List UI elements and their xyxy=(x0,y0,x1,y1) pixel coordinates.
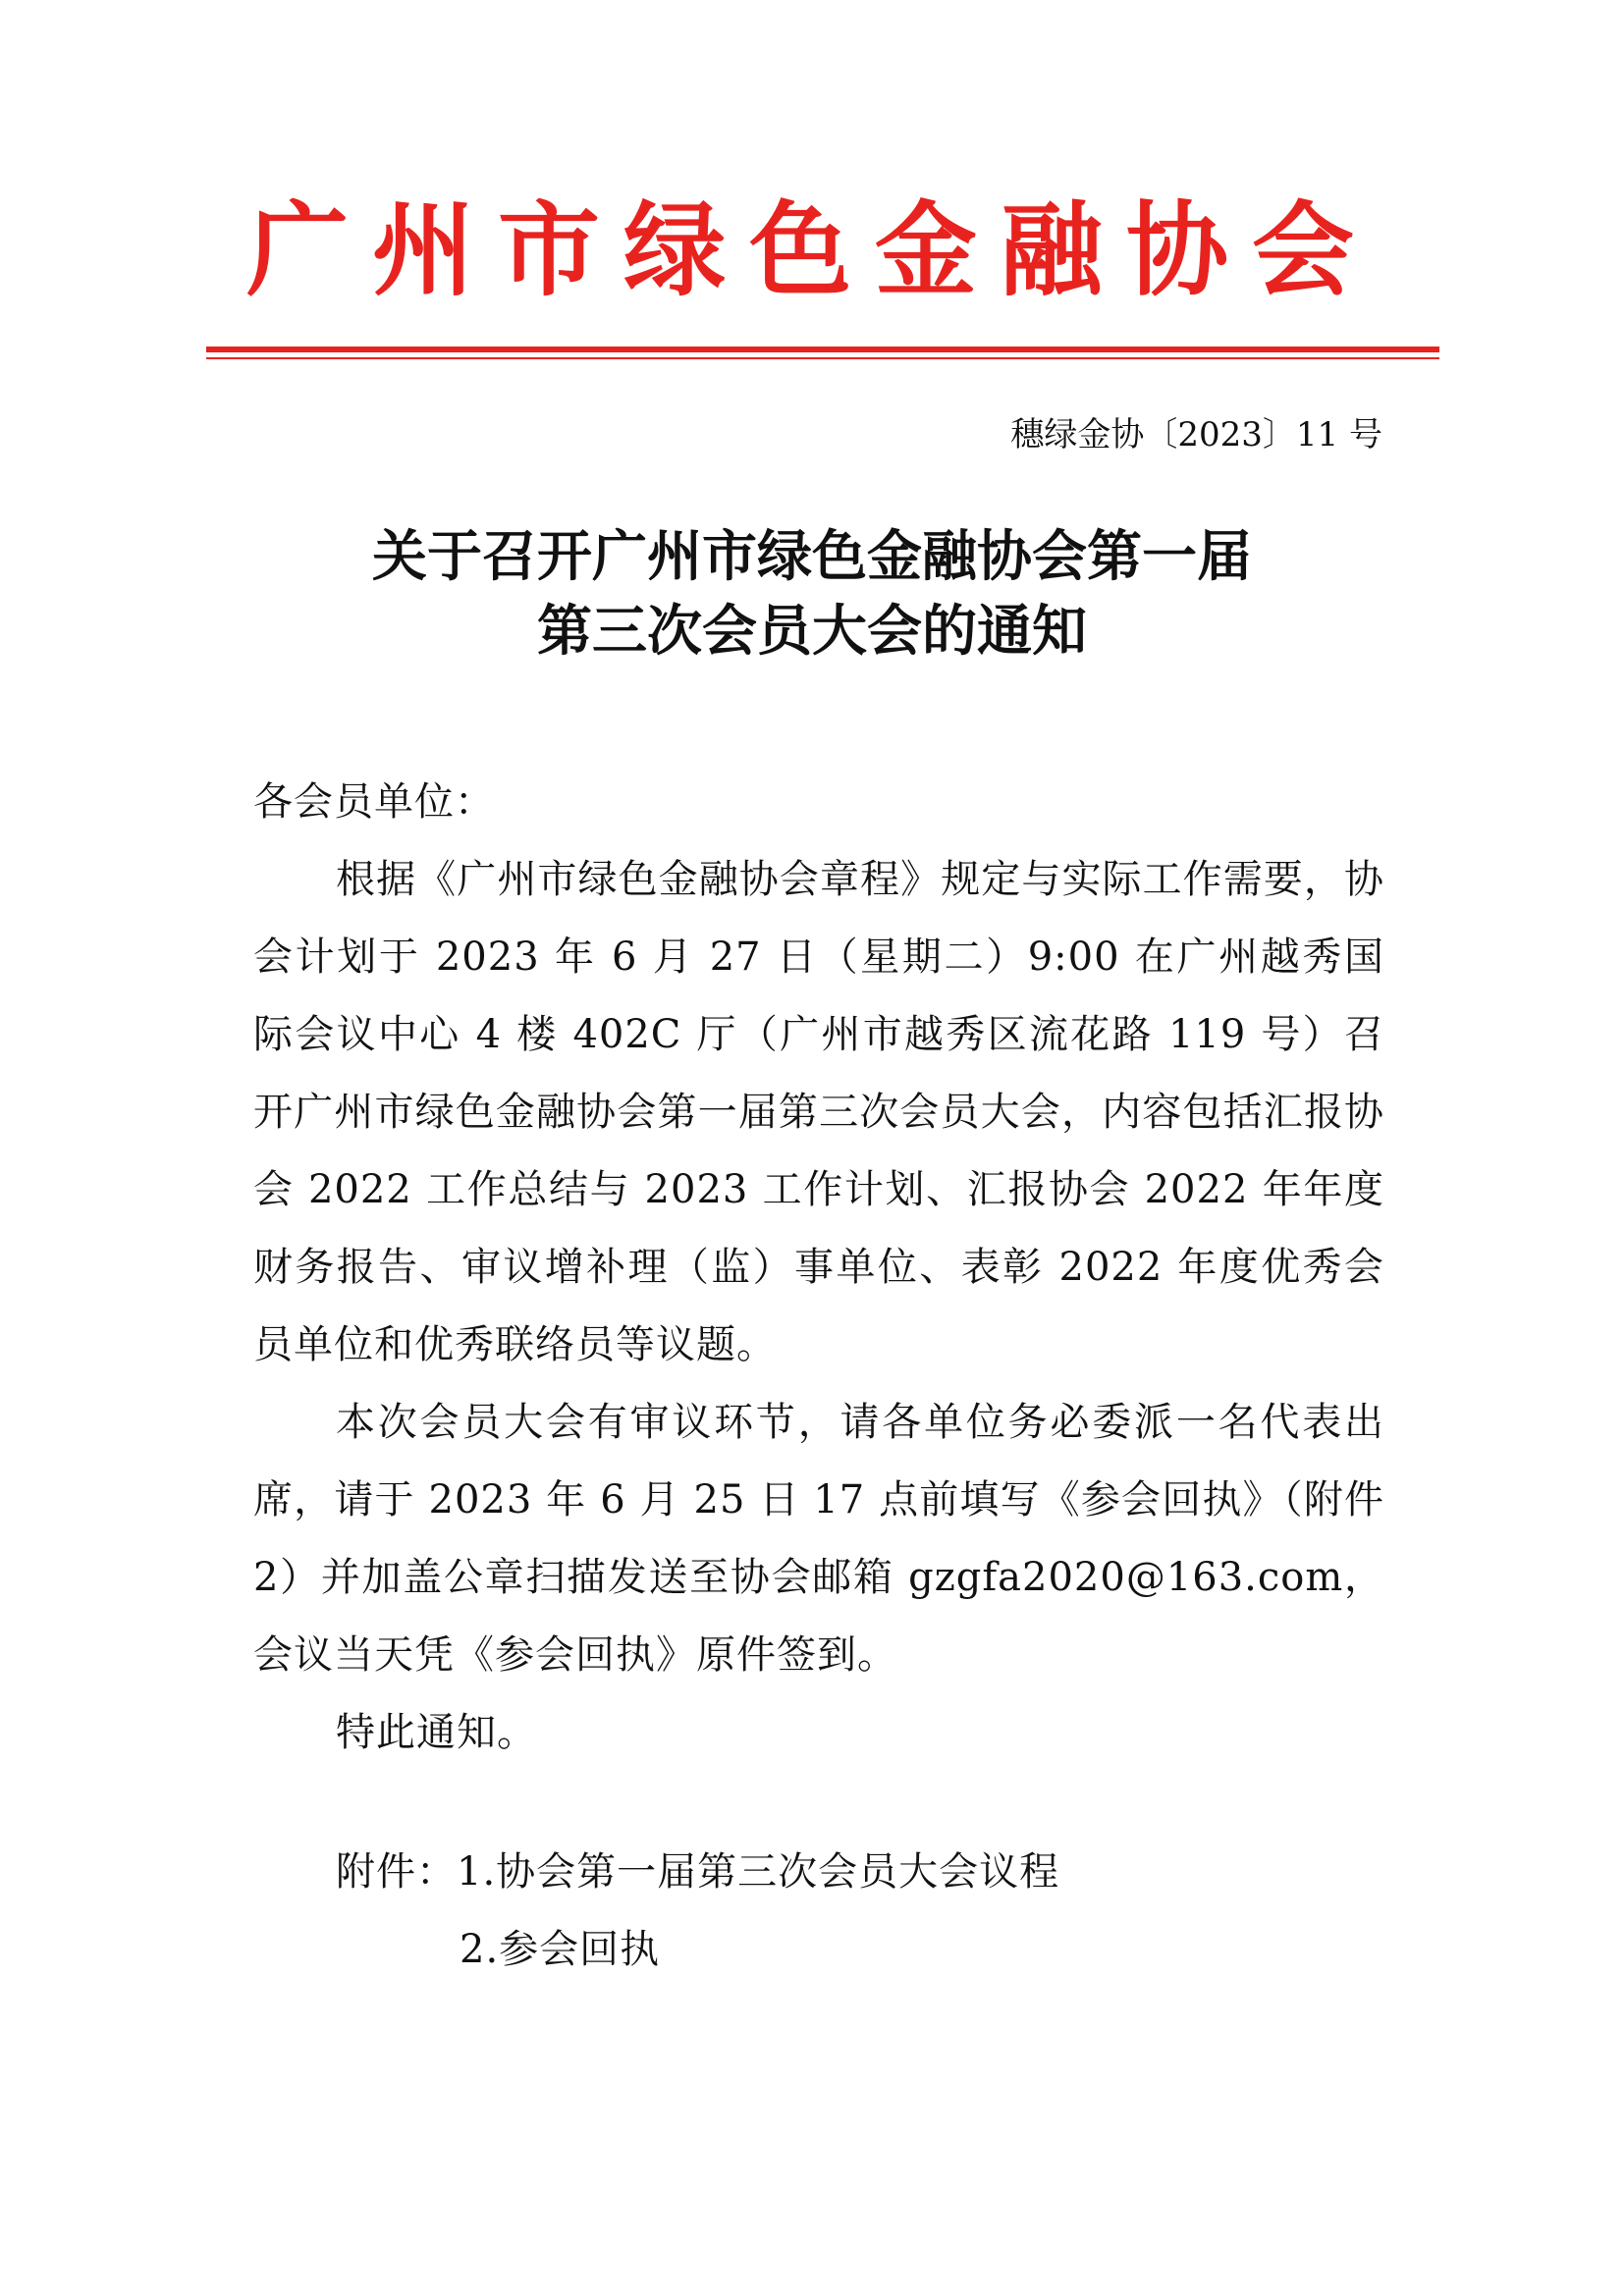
notice-title-line-2: 第三次会员大会的通知 xyxy=(537,600,1087,664)
attachment-line-2 xyxy=(336,1911,1059,1989)
attachment-item-1: 1.协会第一届第三次会员大会议程 xyxy=(457,1849,1060,1895)
attachments-label: 附件： xyxy=(336,1849,457,1895)
attachment-line-1 xyxy=(336,1834,1059,1911)
masthead-rule-thin xyxy=(206,357,1439,359)
notice-title-line-1: 关于召开广州市绿色金融协会第一届 xyxy=(372,525,1252,589)
document-number: 穗绿金协〔2023〕11 号 xyxy=(1010,415,1382,454)
masthead-rule-thick xyxy=(206,347,1439,352)
paragraph-meeting-details: 根据《广州市绿色金融协会章程》规定与实际工作需要，协会计划于 2023 年 6 月 27 日（星期二）9:00 在广州越秀国际会议中心 4 楼 402C 厅（广州市越秀区流花路 119 号）召开广州市绿色金融协会第一届第三次会员大会，内容包括汇报协会 2022 工作总结与 2023 工作计划、汇报协会 2022 年年度财务报告、审议增补理（监）事单位、表彰 2022 年度优秀会员单位和优秀联络员等议题。 xyxy=(253,857,1384,1367)
attachments-block xyxy=(336,1834,1059,1989)
salutation: 各会员单位： xyxy=(253,779,495,825)
notice-title xyxy=(245,520,1379,669)
paragraph-closing: 特此通知。 xyxy=(336,1710,537,1755)
masthead-title: 广州市绿色金融协会 xyxy=(245,190,1378,310)
notice-body xyxy=(253,764,1384,1772)
paragraph-attendance-instructions: 本次会员大会有审议环节，请各单位务必委派一名代表出席，请于 2023 年 6 月 25 日 17 点前填写《参会回执》（附件 2）并加盖公章扫描发送至协会邮箱 gzgfa2020@163.com，会议当天凭《参会回执》原件签到。 xyxy=(253,1400,1384,1678)
attachment-item-2: 2.参会回执 xyxy=(460,1927,661,1972)
